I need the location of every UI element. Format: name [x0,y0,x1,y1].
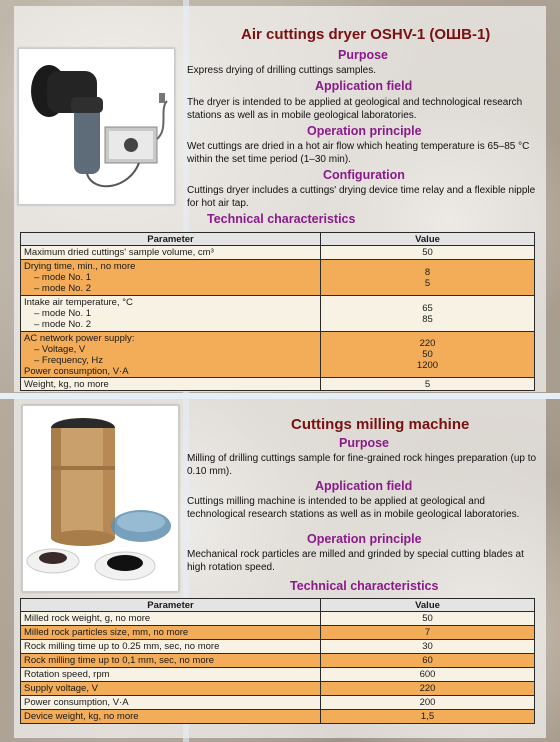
dryer-tech-heading: Technical characteristics [207,212,356,226]
table-cell-value: 50 [321,246,535,260]
dryer-photo [18,48,175,205]
dryer-application-heading: Application field [315,79,413,93]
mill-operation-text: Mechanical rock particles are milled and grinded by special cutting blades at high rotation speed. [187,549,524,573]
value-line: 8 [424,266,431,278]
column-header-parameter: Parameter [21,599,321,612]
mill-operation-heading: Operation principle [307,532,422,546]
table-cell-value: 200 [321,696,535,710]
hair-dryer-image [19,49,174,204]
mill-application-text: Cuttings milling machine is intended to be applied at geological and technological research stations as well as in mobile geological laboratories. [187,496,520,520]
param-line: Drying time, min., no more [24,261,136,272]
table-cell-param: Milled rock particles size, mm, no more [21,626,321,640]
value-line: 85 [422,313,433,325]
mill-purpose-text: Milling of drilling cuttings sample for fine-grained rock hinges preparation (up to 0.10 mm). [187,453,537,477]
table-cell-param: Supply voltage, V [21,682,321,696]
mill-spec-table [20,598,535,724]
dryer-purpose-text: Express drying of drilling cuttings samples. [187,65,376,76]
dryer-purpose-heading: Purpose [338,48,389,62]
milling-machine-image [23,406,178,591]
table-header-row [21,599,535,612]
table-cell-param: Maximum dried cuttings' sample volume, cm³ [21,246,321,260]
table-cell-param: Milled rock weight, g, no more [21,612,321,626]
param-line: AC network power supply: [24,332,135,344]
table-cell-param: Rock milling time up to 0.25 mm, sec, no more [21,640,321,654]
column-header-parameter: Parameter [21,233,321,246]
value-line: 5 [424,277,431,289]
value-line: 220 [419,338,436,349]
table-cell-param: Device weight, kg, no more [21,710,321,724]
table-cell-value: 60 [321,654,535,668]
table-cell-value: 1,5 [321,710,535,724]
param-line: – mode No. 1 [34,308,92,319]
table-cell-value: 220 [321,682,535,696]
dryer-operation-text: Wet cuttings are dried in a hot air flow which heating temperature is 65–85 °C within the set time period (1–30 min). [187,141,530,165]
param-line: Power consumption, V·A [24,365,129,377]
table-row [21,710,535,724]
divider [0,393,560,399]
table-row [21,378,535,391]
value-line: 50 [422,349,433,360]
mill-purpose-heading: Purpose [339,436,390,450]
dryer-operation-heading: Operation principle [307,124,422,138]
column-header-value: Value [321,599,535,612]
table-cell-value: 7 [321,626,535,640]
mill-title: Cuttings milling machine [291,416,470,433]
mill-photo [22,405,179,592]
table-cell-value: 30 [321,640,535,654]
param-line: – mode No. 1 [34,272,92,283]
table-cell-param: Rock milling time up to 0,1 mm, sec, no more [21,654,321,668]
dryer-spec-table [20,232,535,391]
param-line: Intake air temperature, °C [24,297,133,308]
table-row [21,682,535,696]
table-cell-value: 5 [321,378,535,391]
param-line: – mode No. 2 [34,283,92,294]
table-row [21,696,535,710]
table-cell-param [21,296,321,332]
table-row [21,626,535,640]
table-cell-value: 50 [321,612,535,626]
table-cell-value [321,332,535,378]
table-row [21,612,535,626]
table-cell-param [21,260,321,296]
dryer-configuration-heading: Configuration [323,168,405,182]
table-cell-value: 600 [321,668,535,682]
table-row [21,640,535,654]
table-cell-param [21,332,321,378]
param-line: – mode No. 2 [34,319,92,330]
column-header-value: Value [321,233,535,246]
table-cell-param: Power consumption, V·A [21,696,321,710]
dryer-application-text: The dryer is intended to be applied at geological and technological research stations as well as in mobile geological laboratories. [187,97,523,121]
table-row [21,654,535,668]
table-cell-param: Weight, kg, no more [21,378,321,391]
dryer-title: Air cuttings dryer OSHV-1 (ОШВ-1) [241,26,491,43]
table-cell-value [321,296,535,332]
mill-tech-heading: Technical characteristics [290,579,439,593]
param-line: – Voltage, V [34,343,86,355]
table-row [21,332,535,378]
param-line: – Frequency, Hz [34,354,103,366]
value-line: 1200 [416,360,439,371]
table-row [21,260,535,296]
table-row [21,296,535,332]
table-cell-value [321,260,535,296]
dryer-configuration-text: Cuttings dryer includes a cuttings' drying device time relay and a flexible nipple for hot air tap. [187,185,536,209]
table-row [21,668,535,682]
mill-application-heading: Application field [315,479,413,493]
value-line: 65 [422,302,433,314]
table-header-row [21,233,535,246]
table-cell-param: Rotation speed, rpm [21,668,321,682]
table-row [21,246,535,260]
